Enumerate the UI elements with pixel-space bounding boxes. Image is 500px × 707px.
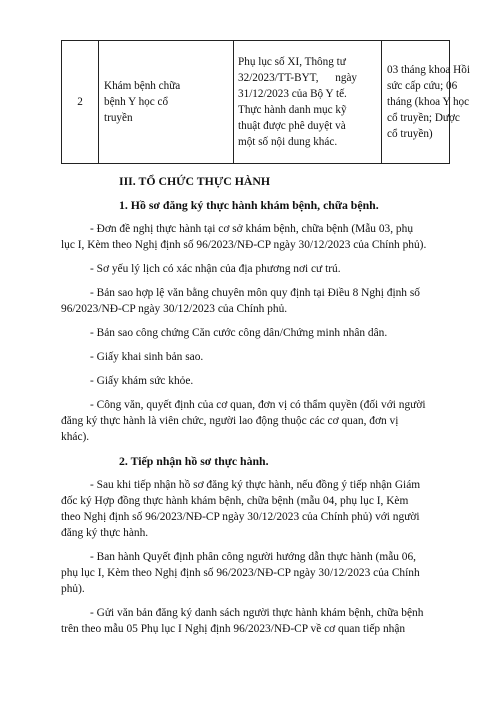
para-line: phụ lục I, Kèm theo Nghị định số 96/2023/NĐ-CP ngày 30/12/2023 của Chính bbox=[61, 567, 420, 579]
para-line: khác). bbox=[61, 431, 90, 443]
para-line: - Đơn đề nghị thực hành tại cơ sở khám bệnh, chữa bệnh (Mẫu 03, phụ bbox=[90, 223, 414, 235]
cell-line: Khám bệnh chữa bbox=[104, 80, 181, 92]
cell-line: truyền bbox=[104, 112, 133, 124]
para-line: phủ). bbox=[61, 583, 85, 595]
cell-line: Thực hành danh mục kỹ bbox=[238, 104, 347, 116]
paragraph bbox=[61, 221, 450, 253]
para-line: đốc ký Hợp đồng thực hành khám bệnh, chữa bệnh (mẫu 04, phụ lục I, Kèm bbox=[61, 495, 409, 507]
para-line: trên theo mẫu 05 Phụ lục I Nghị định 96/2023/NĐ-CP về cơ quan tiếp nhận bbox=[61, 623, 406, 635]
subsection-title: 2. Tiếp nhận hồ sơ thực hành. bbox=[119, 454, 269, 468]
para-line: - Bản sao hợp lệ văn bằng chuyên môn quy định tại Điều 8 Nghị định số bbox=[90, 287, 420, 299]
paragraph bbox=[61, 349, 450, 365]
section-title: III. TỔ CHỨC THỰC HÀNH bbox=[119, 174, 271, 188]
paragraph bbox=[61, 373, 450, 389]
cell-line: thuật được phê duyệt và bbox=[238, 120, 346, 132]
cell-line: sức cấp cứu; 06 bbox=[387, 80, 458, 92]
cell-line: tháng (khoa Y học bbox=[387, 96, 470, 108]
basis-cell bbox=[234, 41, 382, 164]
cell-line: 31/12/2023 của Bộ Y tế. bbox=[238, 88, 347, 100]
paragraph bbox=[61, 477, 450, 541]
cell-line: bệnh Y học cổ bbox=[104, 96, 169, 108]
paragraph bbox=[61, 549, 450, 597]
paragraph bbox=[61, 397, 450, 445]
practice-table bbox=[61, 40, 470, 164]
para-line: - Giấy khai sinh bản sao. bbox=[90, 351, 204, 363]
duration-cell bbox=[382, 41, 470, 164]
para-line: - Ban hành Quyết định phân công người hướng dẫn thực hành (mẫu 06, bbox=[90, 551, 417, 563]
subsection-title: 1. Hồ sơ đăng ký thực hành khám bệnh, chữa bệnh. bbox=[119, 198, 379, 212]
para-line: - Công văn, quyết định của cơ quan, đơn vị có thẩm quyền (đối với người bbox=[90, 399, 426, 411]
table-row bbox=[62, 41, 450, 164]
para-line: - Sơ yếu lý lịch có xác nhận của địa phương nơi cư trú. bbox=[90, 263, 341, 275]
practice-name-cell bbox=[99, 41, 234, 164]
cell-line: 03 tháng khoa Hồi bbox=[387, 64, 470, 76]
paragraph bbox=[61, 261, 450, 277]
para-line: - Sau khi tiếp nhận hồ sơ đăng ký thực hành, nếu đồng ý tiếp nhận Giám bbox=[90, 479, 421, 491]
paragraph bbox=[61, 285, 450, 317]
para-line: - Gửi văn bản đăng ký danh sách người thực hành khám bệnh, chữa bệnh bbox=[90, 607, 424, 619]
cell-line: Phụ lục số XI, Thông tư bbox=[238, 56, 346, 68]
para-line: đăng ký thực hành là viên chức, người lao động thuộc các cơ quan, đơn vị bbox=[61, 415, 399, 427]
para-line: 96/2023/NĐ-CP ngày 30/12/2023 của Chính phủ. bbox=[61, 303, 288, 315]
cell-line: 32/2023/TT-BYT, ngày bbox=[238, 72, 358, 84]
cell-line: cổ truyền) bbox=[387, 128, 433, 140]
cell-line: cổ truyền; Dược bbox=[387, 112, 460, 124]
document-body bbox=[61, 173, 450, 645]
para-line: lục I, Kèm theo Nghị định số 96/2023/NĐ-CP ngày 30/12/2023 của Chính phủ). bbox=[61, 239, 427, 251]
para-line: theo Nghị định số 96/2023/NĐ-CP ngày 30/12/2023 của Chính phủ) với người bbox=[61, 511, 420, 523]
para-line: - Giấy khám sức khỏe. bbox=[90, 375, 194, 387]
cell-line: một số nội dung khác. bbox=[238, 136, 338, 148]
para-line: đăng ký thực hành. bbox=[61, 527, 149, 539]
paragraph bbox=[61, 325, 450, 341]
paragraph bbox=[61, 605, 450, 637]
row-number: 2 bbox=[62, 41, 99, 164]
para-line: - Bản sao công chứng Căn cước công dân/Chứng minh nhân dân. bbox=[90, 327, 388, 339]
